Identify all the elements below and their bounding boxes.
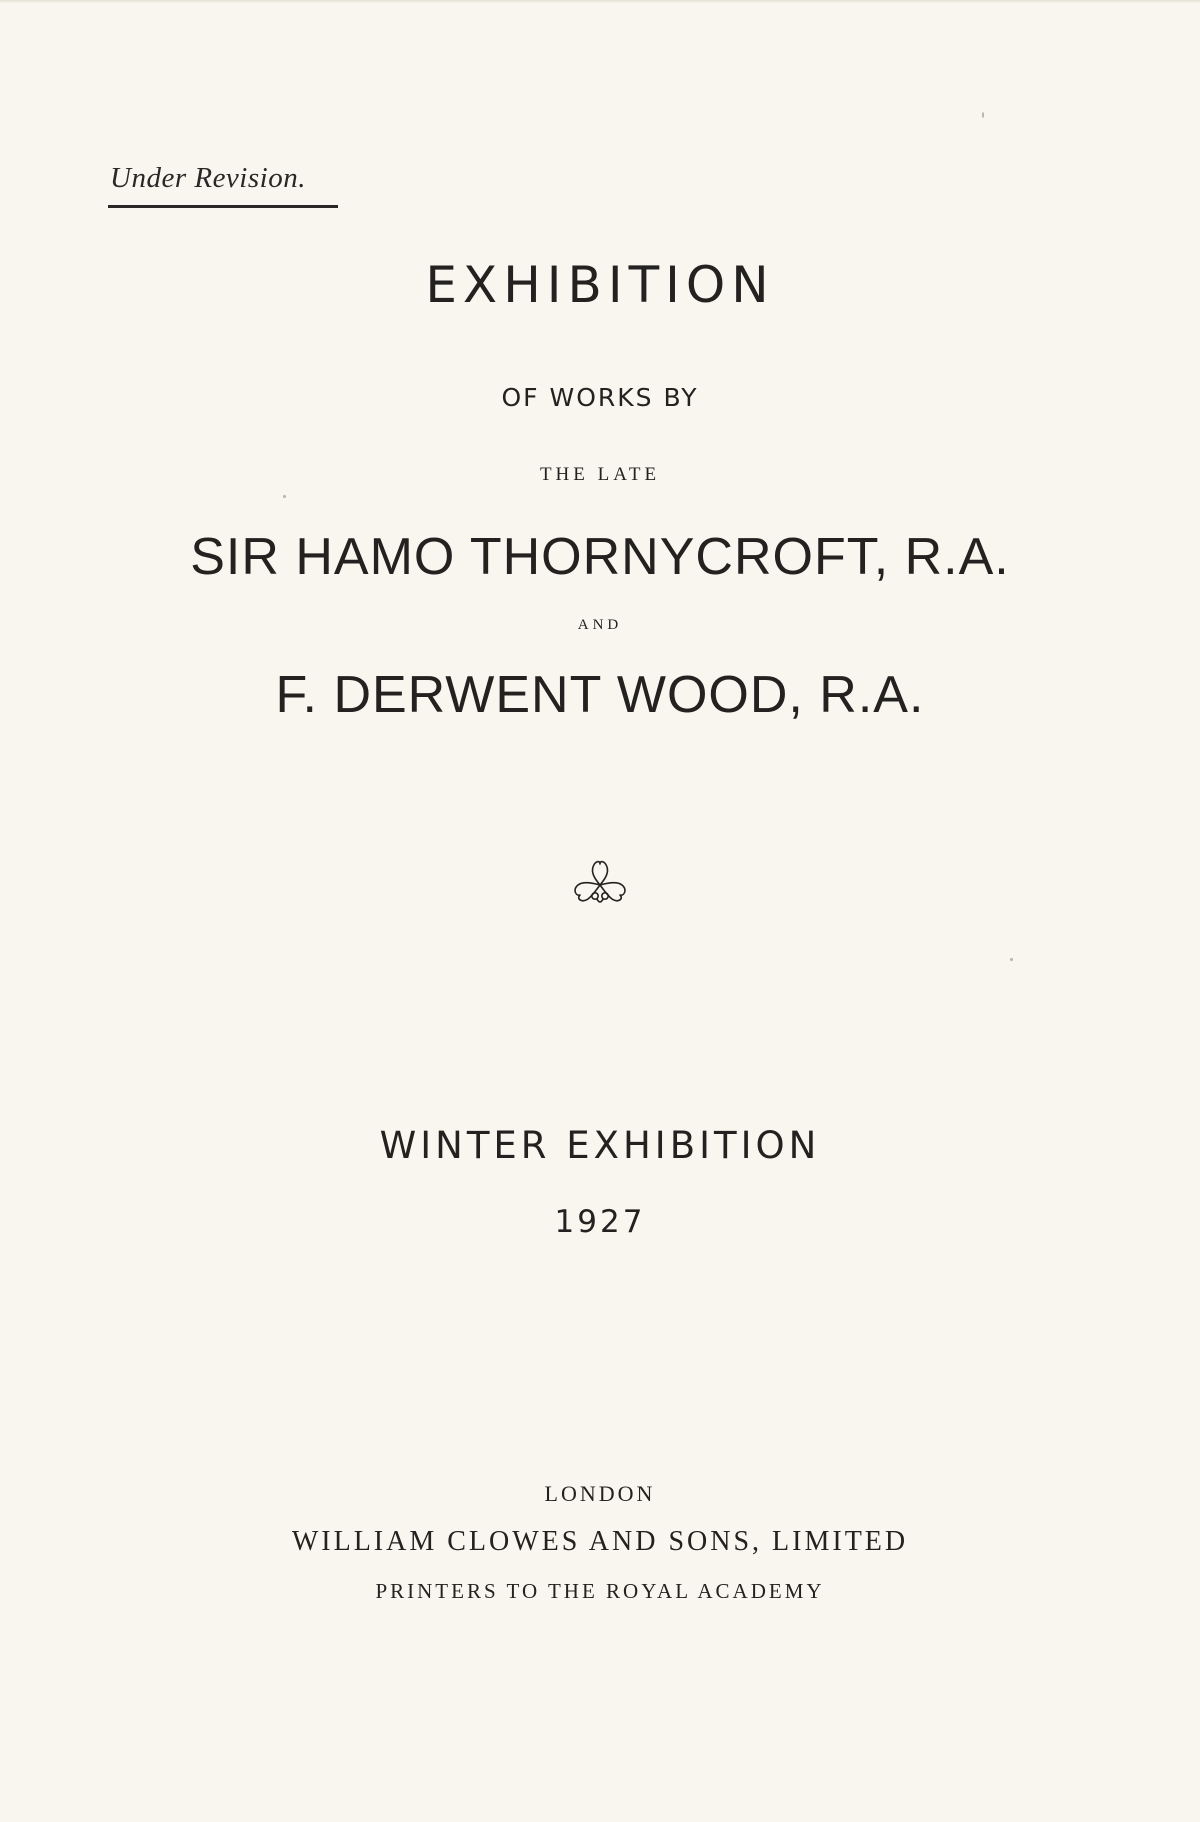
paper-speck [982,112,984,118]
works-by-line: OF WORKS BY [501,383,699,412]
revision-stamp: Under Revision. [110,162,306,194]
artist-name-wood: F. DERWENT WOOD, R.A. [275,666,925,724]
conjunction-line: AND [577,617,623,633]
imprint-city: LONDON [544,1481,656,1506]
the-late-line: THE LATE [539,464,661,485]
artist-name-thornycroft: SIR HAMO THORNYCROFT, R.A. [190,528,1010,586]
exhibition-title: EXHIBITION [425,256,775,314]
trefoil-ornament-icon [569,855,631,907]
page-top-edge [0,0,1200,3]
imprint-printer-role: PRINTERS TO THE ROYAL ACADEMY [375,1579,825,1603]
imprint-printer: WILLIAM CLOWES AND SONS, LIMITED [291,1526,909,1557]
event-year: 1927 [554,1204,646,1240]
revision-stamp-underline [108,205,338,208]
paper-speck [283,495,286,498]
event-name: WINTER EXHIBITION [379,1124,821,1167]
paper-speck [1010,958,1013,961]
